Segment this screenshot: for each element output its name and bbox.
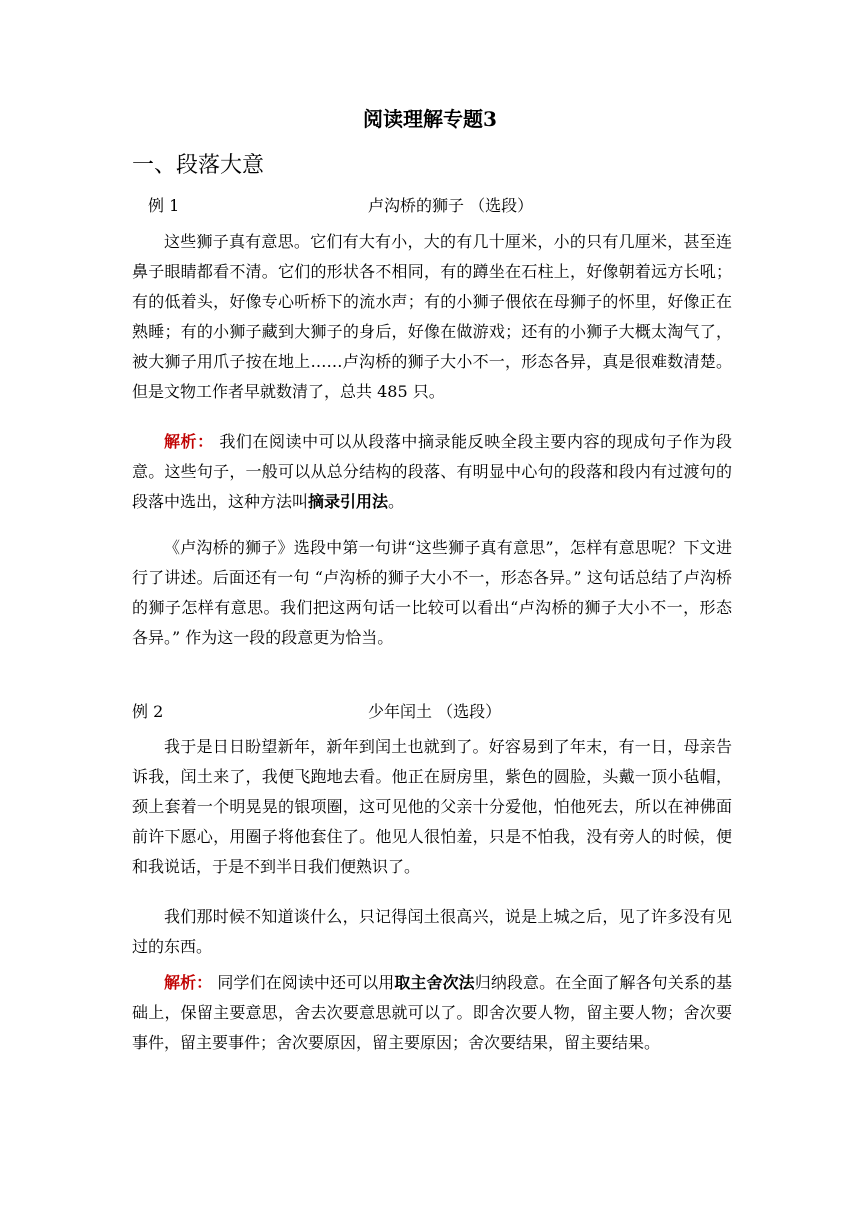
- example-1-analysis: [132, 427, 732, 517]
- example-2-number: 例 2: [132, 702, 164, 721]
- example-2-passage-1: 我于是日日盼望新年，新年到闰土也就到了。好容易到了年末，有一日，母亲告诉我，闰土来了，我便飞跑地去看。他正在厨房里，紫色的圆脸，头戴一顶小毡帽，颈上套着一个明晃晃的银项圈，这可见他的父亲十分爱他，怕他死去，所以在神佛面前许下愿心，用圈子将他套住了。他见人很怕羞，只是不怕我，没有旁人的时候，便和我说话，于是不到半日我们便熟识了。: [132, 737, 732, 876]
- analysis-method: 摘录引用法: [308, 492, 389, 511]
- example-1-passage: 这些狮子真有意思。它们有大有小，大的有几十厘米，小的只有几厘米，甚至连鼻子眼睛都看不清。它们的形状各不相同，有的蹲坐在石柱上，好像朝着远方长吼；有的低着头，好像专心听桥下的流水声；有的小狮子偎依在母狮子的怀里，好像正在熟睡；有的小狮子藏到大狮子的身后，好像在做游戏；还有的小狮子大概太淘气了，被大狮子用爪子按在地上……卢沟桥的狮子大小不一，形态各异，真是很难数清楚。但是文物工作者早就数清了，总共 485 只。: [132, 232, 732, 401]
- example-1-analysis-paragraph-2: 《卢沟桥的狮子》选段中第一句讲“这些狮子真有意思”，怎样有意思呢？下文进行了讲述。后面还有一句 “卢沟桥的狮子大小不一，形态各异。” 这句话总结了卢沟桥的狮子怎样有意思。我们把这两句话一比较可以看出“卢沟桥的狮子大小不一，形态各异。” 作为这一段的段意更为恰当。: [132, 538, 732, 647]
- example-1-title: 卢沟桥的狮子 （选段）: [368, 196, 534, 215]
- analysis-post: 归纳段意。在全面了解各句关系的基础上，保留主要意思，舍去次要意思就可以了。即舍次要人物，留主要人物；舍次要事件，留主要事件；舍次要原因，留主要原因；舍次要结果，留主要结果。: [132, 973, 732, 1052]
- analysis-text: 我们在阅读中可以从段落中摘录能反映全段主要内容的现成句子作为段意。这些句子，一般可以从总分结构的段落、有明显中心句的段落和段内有过渡句的段落中选出，这种方法叫: [132, 432, 732, 511]
- analysis-pre: 同学们在阅读中还可以用: [212, 973, 395, 992]
- example-2-analysis: [132, 968, 732, 1058]
- page-title: 阅读理解专题3: [363, 107, 497, 131]
- example-2-title: 少年闰土 （选段）: [368, 702, 502, 721]
- analysis-end: 。: [388, 492, 405, 511]
- analysis-method: 取主舍次法: [394, 973, 475, 992]
- example-1-number: 例 1: [148, 196, 180, 215]
- example-2-passage-2: 我们那时候不知道谈什么，只记得闰土很高兴，说是上城之后，见了许多没有见过的东西。: [132, 907, 732, 956]
- analysis-label: 解析：: [164, 432, 214, 451]
- analysis-label: 解析：: [164, 973, 213, 992]
- section-heading: 一、段落大意: [132, 153, 265, 178]
